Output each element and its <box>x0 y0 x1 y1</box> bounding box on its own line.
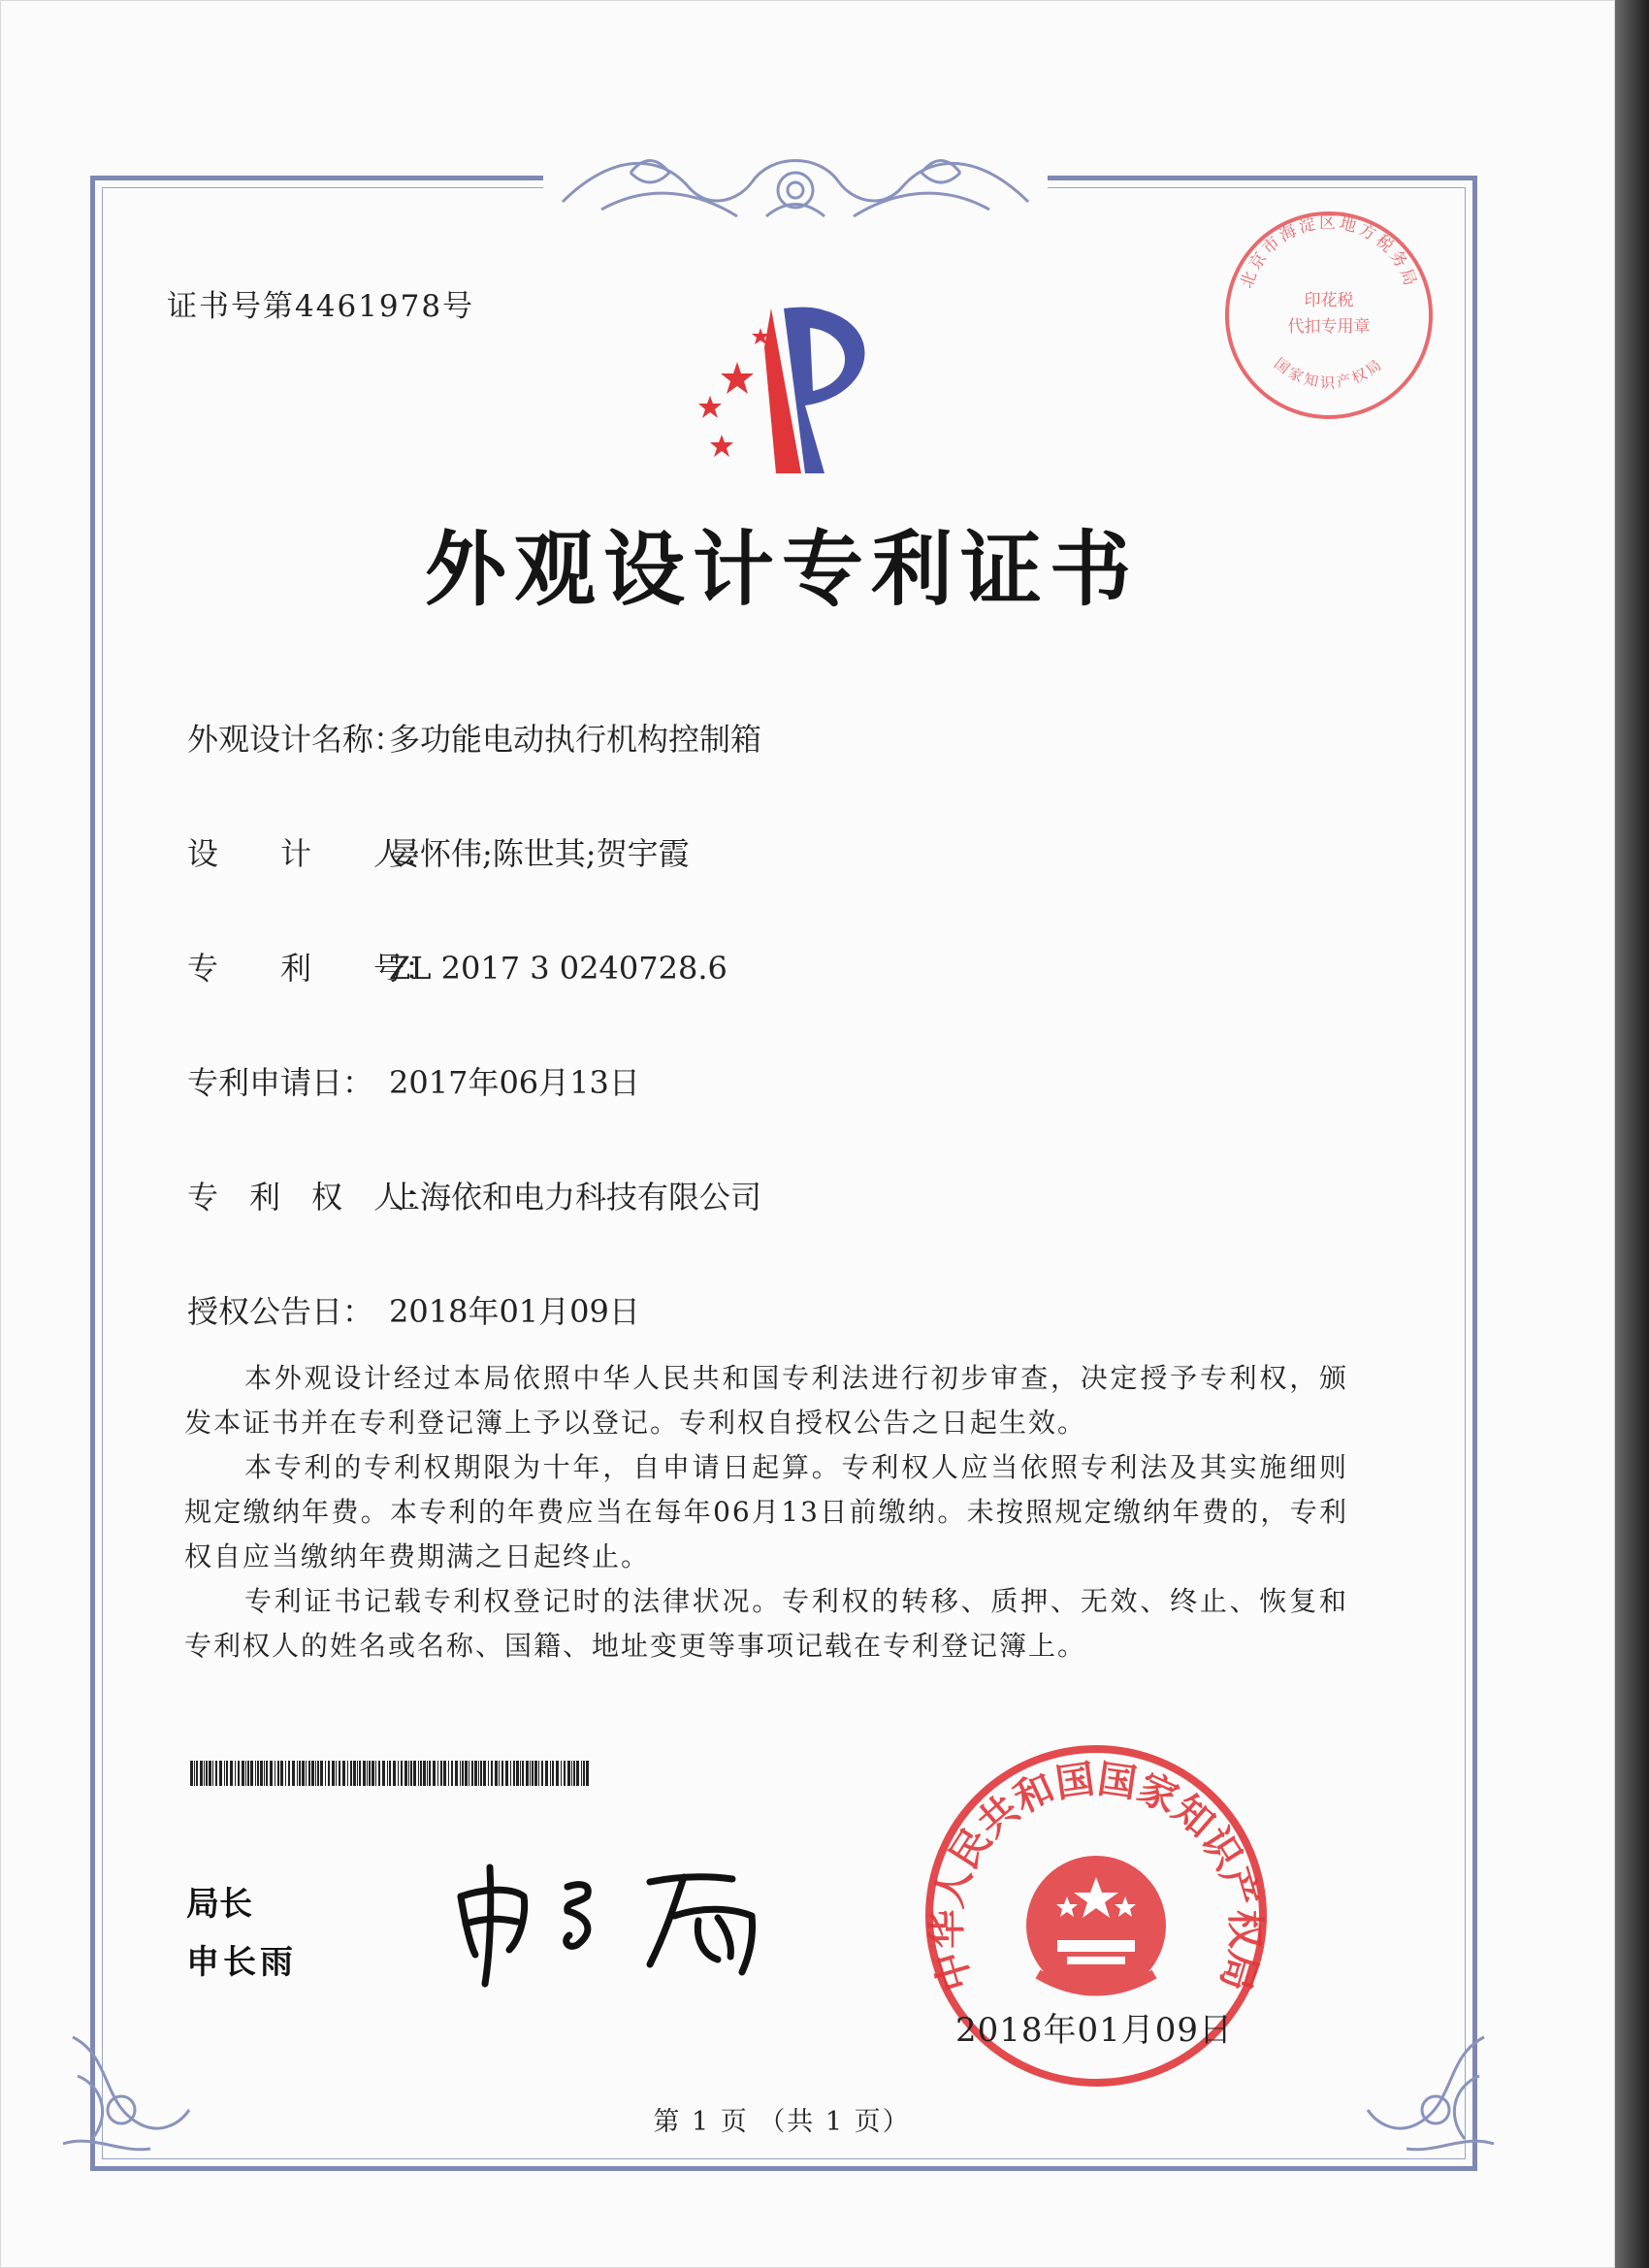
barcode-bar <box>339 1761 340 1786</box>
barcode-bar <box>413 1761 416 1786</box>
barcode-bar <box>516 1761 519 1786</box>
barcode-bar <box>363 1761 366 1786</box>
certificate-title: 外观设计专利证书 <box>424 521 1139 617</box>
barcode-bar <box>443 1761 446 1786</box>
barcode-bar <box>545 1761 548 1786</box>
barcode-bar <box>583 1761 585 1786</box>
barcode-bar <box>534 1761 537 1786</box>
barcode-bar <box>260 1761 263 1786</box>
barcode-bar <box>530 1761 531 1786</box>
barcode-bar <box>408 1761 409 1786</box>
barcode-bar <box>420 1761 422 1786</box>
barcode-bar <box>410 1761 412 1786</box>
seal-office-text: 中华人民共和国国家知识产权局 <box>924 1757 1268 1996</box>
barcode-bar <box>328 1761 330 1786</box>
patent-office-logo-icon <box>660 289 902 473</box>
barcode-bar <box>270 1761 273 1786</box>
barcode-bar <box>332 1761 335 1786</box>
certificate-number: 证书号第4461978号 <box>167 289 475 324</box>
barcode-bar <box>299 1761 301 1786</box>
barcode-bar <box>576 1761 579 1786</box>
director-name: 申长雨 <box>186 1943 297 1982</box>
director-signature-icon <box>441 1848 791 1993</box>
barcode-bar <box>556 1761 559 1786</box>
barcode-bar <box>219 1761 222 1786</box>
barcode-bar <box>320 1761 323 1786</box>
page-number: 第 1 页 （共 1 页） <box>653 2107 911 2137</box>
barcode-bar <box>440 1761 442 1786</box>
barcode-bar <box>280 1761 283 1786</box>
barcode-bar <box>247 1761 249 1786</box>
field-value: 晏怀伟;陈世其;贺宇霞 <box>389 835 690 872</box>
barcode-bar <box>308 1761 310 1786</box>
barcode-bar <box>285 1761 286 1786</box>
tax-stamp-inner-line1: 印花税 <box>1304 291 1354 310</box>
barcode-bar <box>491 1761 493 1786</box>
barcode-bar <box>238 1761 240 1786</box>
barcode-bar <box>460 1761 461 1786</box>
body-paragraph-3: 专利证书记载专利权登记时的法律状况。专利权的转移、质押、无效、终止、恢复和专利权人的姓名或名称、国籍、地址变更等事项记载在专利登记簿上。 <box>184 1585 1348 1662</box>
barcode-bar <box>372 1761 374 1786</box>
svg-text:北京市海淀区地方税务局 <box>1237 213 1420 291</box>
barcode-bar <box>483 1761 486 1786</box>
field-label: 外观设计名称： <box>187 721 405 758</box>
barcode-bar <box>359 1761 361 1786</box>
barcode-bar <box>357 1761 358 1786</box>
field-value: 上海依和电力科技有限公司 <box>389 1179 762 1215</box>
seal-issue-date: 2018年01月09日 <box>955 2011 1234 2050</box>
barcode-bar <box>567 1761 570 1786</box>
barcode-bar <box>571 1761 572 1786</box>
barcode-bar <box>480 1761 482 1786</box>
top-ornament-icon <box>543 134 1048 231</box>
barcode-bar <box>315 1761 316 1786</box>
barcode-bar <box>488 1761 489 1786</box>
barcode-bar <box>501 1761 503 1786</box>
barcode-bar <box>522 1761 524 1786</box>
barcode-bar <box>235 1761 236 1786</box>
barcode-bar <box>541 1761 543 1786</box>
barcode-bar <box>209 1761 211 1786</box>
barcode-bar <box>306 1761 307 1786</box>
barcode-bar <box>297 1761 298 1786</box>
barcode-bar <box>474 1761 477 1786</box>
barcode-bar <box>398 1761 399 1786</box>
director-title: 局长 <box>186 1885 252 1924</box>
barcode-bar <box>250 1761 253 1786</box>
barcode-bar <box>538 1761 539 1786</box>
barcode-bar <box>552 1761 554 1786</box>
barcode-bar <box>455 1761 458 1786</box>
barcode-bar <box>451 1761 453 1786</box>
field-value: ZL 2017 3 0240728.6 <box>389 950 728 987</box>
svg-text:国家知识产权局 <box>1271 354 1387 391</box>
barcode-bar <box>448 1761 449 1786</box>
barcode-bar <box>561 1761 562 1786</box>
barcode-bar <box>526 1761 529 1786</box>
barcode-bar <box>194 1761 195 1786</box>
barcode-bar <box>190 1761 193 1786</box>
barcode-bar <box>478 1761 479 1786</box>
barcode-bar <box>350 1761 352 1786</box>
barcode-bar <box>427 1761 428 1786</box>
corner-ornament-left-icon <box>53 2018 199 2163</box>
barcode-bar <box>573 1761 575 1786</box>
barcode-bar <box>230 1761 233 1786</box>
barcode-bar <box>471 1761 473 1786</box>
field-label: 授权公告日： <box>187 1293 374 1330</box>
barcode-bar <box>433 1761 436 1786</box>
field-value: 多功能电动执行机构控制箱 <box>389 721 762 758</box>
barcode-bar <box>465 1761 468 1786</box>
barcode-bar <box>311 1761 314 1786</box>
tax-stamp-ring-text: 北京市海淀区地方税务局 <box>1237 212 1421 292</box>
barcode-bar <box>277 1761 279 1786</box>
barcode-bar <box>212 1761 213 1786</box>
barcode-bar <box>378 1761 380 1786</box>
barcode-bar <box>401 1761 403 1786</box>
barcode-bar <box>532 1761 534 1786</box>
field-design-name <box>187 715 761 760</box>
barcode-bar <box>382 1761 385 1786</box>
field-label: 设 计 人： <box>187 835 436 872</box>
barcode-bar <box>462 1761 464 1786</box>
barcode-bar <box>387 1761 388 1786</box>
barcode-bar <box>513 1761 515 1786</box>
barcode-bar <box>264 1761 265 1786</box>
tax-stamp-inner-line2: 代扣专用章 <box>1287 317 1371 337</box>
field-patent-number <box>187 944 728 988</box>
barcode-bar <box>367 1761 368 1786</box>
barcode-bar <box>255 1761 256 1786</box>
barcode-bar <box>292 1761 295 1786</box>
field-label: 专 利 权 人： <box>187 1179 436 1215</box>
barcode-bar <box>369 1761 371 1786</box>
body-paragraph-2: 本专利的专利权期限为十年，自申请日起算。专利权人应当依照专利法及其实施细则规定缴纳年费。本专利的年费应当在每年06月13日前缴纳。未按照规定缴纳年费的，专利权自应当缴纳年费期满之日起终止。 <box>184 1451 1348 1572</box>
barcode-bar <box>200 1761 203 1786</box>
barcode-icon <box>190 1761 590 1786</box>
barcode-bar <box>266 1761 268 1786</box>
barcode-bar <box>429 1761 431 1786</box>
barcode-bar <box>353 1761 356 1786</box>
field-label: 专利申请日： <box>187 1064 374 1101</box>
barcode-bar <box>302 1761 305 1786</box>
barcode-bar <box>224 1761 225 1786</box>
barcode-bar <box>336 1761 337 1786</box>
barcode-bar <box>245 1761 246 1786</box>
barcode-bar <box>196 1761 198 1786</box>
barcode-bar <box>226 1761 228 1786</box>
barcode-bar <box>510 1761 511 1786</box>
field-value: 2018年01月09日 <box>389 1293 640 1330</box>
barcode-bar <box>423 1761 426 1786</box>
tax-stamp-seal-icon <box>1217 204 1440 427</box>
barcode-bar <box>550 1761 551 1786</box>
body-paragraph-1: 本外观设计经过本局依照中华人民共和国专利法进行初步审查，决定授予专利权，颁发本证书并在专利登记簿上予以登记。专利权自授权公告之日起生效。 <box>184 1362 1348 1439</box>
scan-edge-shadow <box>1615 0 1649 2268</box>
barcode-bar <box>242 1761 244 1786</box>
barcode-bar <box>389 1761 391 1786</box>
certificate-body <box>184 1356 1348 1669</box>
barcode-bar <box>342 1761 345 1786</box>
field-value: 2017年06月13日 <box>389 1064 640 1101</box>
barcode-bar <box>317 1761 319 1786</box>
barcode-bar <box>495 1761 498 1786</box>
barcode-bar <box>393 1761 396 1786</box>
barcode-bar <box>505 1761 508 1786</box>
barcode-bar <box>586 1761 589 1786</box>
barcode-bar <box>257 1761 259 1786</box>
barcode-bar <box>204 1761 205 1786</box>
corner-ornament-right-icon <box>1358 2018 1504 2163</box>
barcode-bar <box>347 1761 348 1786</box>
field-grant-date <box>187 1287 640 1332</box>
barcode-bar <box>206 1761 208 1786</box>
barcode-bar <box>288 1761 290 1786</box>
barcode-bar <box>499 1761 500 1786</box>
barcode-bar <box>404 1761 407 1786</box>
field-patentee <box>187 1173 761 1217</box>
barcode-bar <box>418 1761 419 1786</box>
barcode-bar <box>564 1761 566 1786</box>
barcode-bar <box>581 1761 582 1786</box>
barcode-bar <box>437 1761 438 1786</box>
field-label: 专 利 号： <box>187 950 436 987</box>
field-application-date <box>187 1058 640 1103</box>
barcode-bar <box>520 1761 521 1786</box>
field-designers <box>187 829 690 874</box>
tax-stamp-bottom-text: 国家知识产权局 <box>1271 354 1387 392</box>
barcode-bar <box>215 1761 217 1786</box>
barcode-bar <box>375 1761 376 1786</box>
barcode-bar <box>325 1761 326 1786</box>
